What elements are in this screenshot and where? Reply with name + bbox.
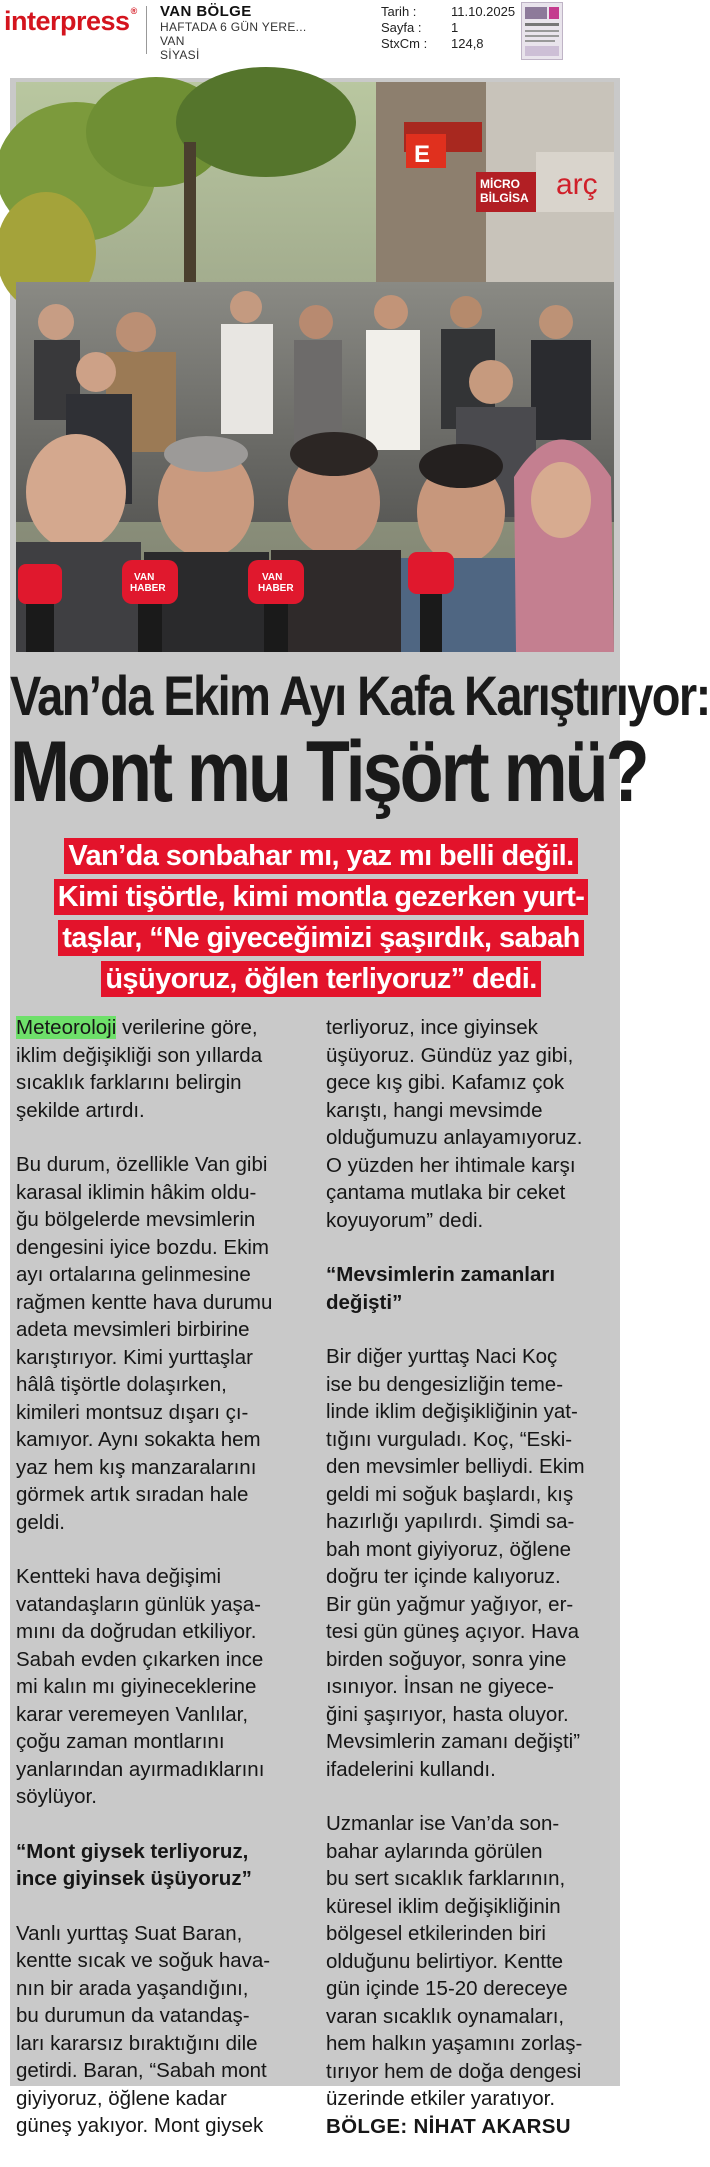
thumb-line	[525, 30, 559, 32]
publication-info	[160, 4, 375, 62]
body-paragraph: terliyoruz, ince giyinsek üşüyoruz. Gündüz yaz gibi, gece kış gibi. Kafamız çok karıştı, hangi mevsimde olduğumuzu anlayamıyoruz. O yüzden her ihtimale karşı çantama mutlaka bir ceket koyuyorum” dedi.	[326, 1016, 583, 1232]
body-paragraph: Vanlı yurttaş Suat Baran, kentte sıcak ve soğuk hava- nın bir arada yaşandığını, bu durumun da vatandaş- ları kararsız bıraktığını dile getirdi. Baran, “Sabah mont giyiyoruz, öğlene kadar güneş yakıyor. Mont giysek	[16, 1921, 271, 2137]
clipping-header	[0, 0, 635, 62]
meta-value: 1	[451, 20, 459, 35]
paragraph-text: verilerine göre, iklim değişikliği son yıllarda sıcaklık farklarını belirgin şekilde artırdı.	[16, 1016, 263, 1122]
thumb-block	[525, 46, 559, 56]
svg-text:VANHABER: VAN HABER	[258, 572, 294, 594]
header-divider	[146, 6, 147, 54]
deck-text: Van’da sonbahar mı, yaz mı belli değil.	[64, 838, 577, 874]
article-clipping	[10, 78, 710, 2138]
thumb-block	[525, 7, 547, 19]
page-thumbnail[interactable]	[521, 2, 563, 60]
publication-city: VAN	[160, 34, 185, 48]
logo-text: interpress	[4, 6, 130, 36]
street-interview-photo	[16, 82, 614, 652]
publication-frequency: HAFTADA 6 GÜN YERE...	[160, 20, 307, 34]
deck-text: taşlar, “Ne giyeceğimizi şaşırdık, sabah	[58, 920, 584, 956]
deck-line	[28, 920, 614, 958]
meta-key: Tarih :	[381, 4, 417, 19]
headline-line-2: Mont mu Tişört mü?	[10, 724, 647, 821]
subheading: “Mont giysek terliyoruz, ince giyinsek üşüyoruz”	[16, 1839, 252, 1890]
deck-line	[28, 961, 614, 999]
shop-e-letter: E	[414, 141, 431, 168]
subheading: “Mevsimlerin zamanları değişti”	[326, 1263, 556, 1314]
deck-text: üşüyoruz, öğlen terliyoruz” dedi.	[101, 961, 540, 997]
interpress-logo	[4, 6, 137, 37]
deck-text: Kimi tişörtle, kimi montla gezerken yurt-	[54, 879, 589, 915]
body-paragraph: Kentteki hava değişimi vatandaşların günlük yaşa- mını da doğrudan etkiliyor. Sabah evden çıkarken ince mi kalın mı giyineceklerine karar veremeyen Vanlılar, çoğu zaman montlarını yanlarından ayırmadıklarını söylüyor.	[16, 1565, 265, 1808]
meta-row-date	[381, 4, 515, 20]
headline-line-1: Van’da Ekim Ayı Kafa Karıştırıyor:	[10, 664, 710, 727]
registered-mark: ®	[130, 6, 137, 16]
body-paragraph: Bir diğer yurttaş Naci Koç ise bu dengesizliğin teme- linde iklim değişikliğinin yat- tığını vurguladı. Koç, “Eski- den mevsimler belliydi. Ekim geldi mi soğuk başlardı, kış hazırlığı yapılırdı. Şimdi sa- bah mont giyiyoruz, öğlene doğru ter içinde kalıyoruz. Bir gün yağmur yağıyor, er- tesi gün güneş açıyor. Hava birden soğuyor, sonra yine ısınıyor. İnsan ne giyece- ğini şaşırıyor, hasta oluyor. Mevsimlerin zamanı değişti” ifadelerini kullandı.	[326, 1345, 585, 1781]
body-paragraph: Uzmanlar ise Van’da son- bahar aylarında görülen bu sert sıcaklık farklarının, küresel iklim değişikliğinin bölgesel etkilerinden biri olduğunu belirtiyor. Kentte gün içinde 15-20 dereceye varan sıcaklık oynamaları, hem halkın yaşamını zorlaş- tırıyor hem de doğa dengesi üzerinde etkiler yaratıyor.	[326, 1812, 583, 2110]
meta-key: Sayfa :	[381, 20, 422, 35]
byline: BÖLGE: NİHAT AKARSU	[326, 2114, 571, 2138]
body-paragraph	[16, 1014, 296, 1124]
meta-row-page	[381, 20, 515, 36]
thumb-line	[525, 40, 555, 42]
article-deck	[28, 838, 614, 1002]
meta-row-stxcm	[381, 36, 515, 52]
thumb-block	[549, 7, 559, 19]
deck-line	[28, 879, 614, 917]
svg-text:VANHABER: VAN HABER	[130, 572, 166, 594]
meta-value: 11.10.2025	[451, 4, 516, 19]
photo-illustration	[16, 82, 614, 652]
meta-value: 124,8	[451, 36, 484, 51]
publication-name: VAN BÖLGE	[160, 3, 252, 20]
arc-sign: arç	[556, 168, 598, 201]
publication-section: SİYASİ	[160, 48, 200, 62]
meta-key: StxCm :	[381, 36, 428, 51]
article-column-left	[16, 1014, 296, 2167]
highlighted-keyword: Meteoroloji	[16, 1016, 117, 1039]
thumb-line	[525, 35, 559, 37]
micro-sign: MİCRO BİLGİSA	[480, 177, 529, 205]
clipping-meta	[381, 4, 515, 52]
article-column-right	[326, 1014, 606, 2140]
body-paragraph: Bu durum, özellikle Van gibi karasal iklimin hâkim oldu- ğu bölgelerde mevsimlerin dengesini iyice bozdu. Ekim ayı ortalarına gelinmesine rağmen kentte hava durumu adeta mevsimleri birbirine karıştırıyor. Kimi yurttaşlar hâlâ tişörtle dolaşırken, kimileri montsuz dışarı çı- kamıyor. Aynı sokakta hem yaz hem kış manzaralarını görmek artık sıradan hale geldi.	[16, 1153, 273, 1534]
deck-line	[28, 838, 614, 876]
thumb-line	[525, 23, 559, 26]
